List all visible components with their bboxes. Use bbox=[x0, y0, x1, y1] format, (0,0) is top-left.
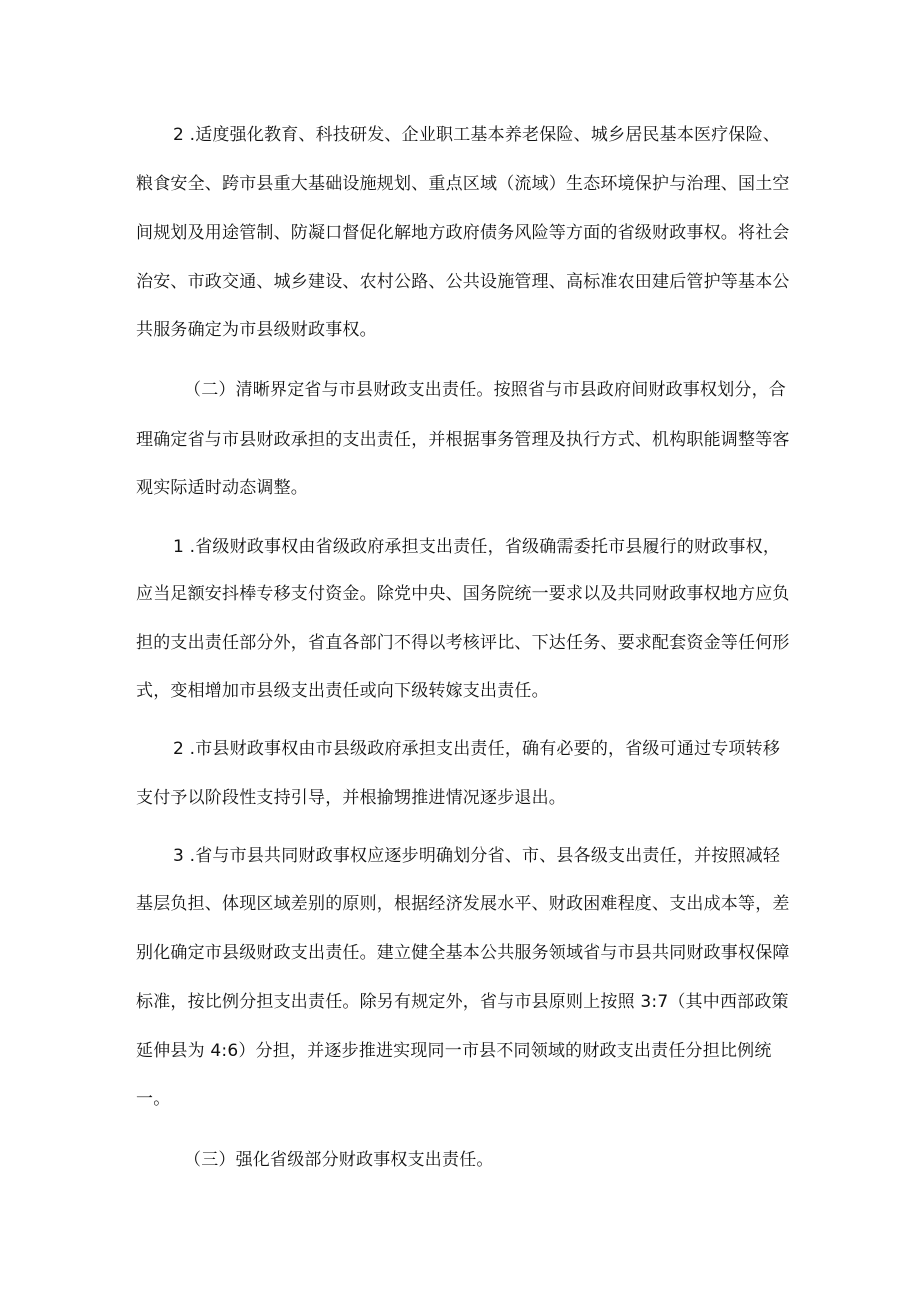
paragraph-5-line-4: 标准，按比例分担支出责任。除另有规定外，省与市县原则上按照 3:7（其中西部政策 bbox=[136, 992, 789, 1012]
paragraph-6-line-1: （三）强化省级部分财政事权支出责任。 bbox=[184, 1150, 494, 1170]
paragraph-5-line-1: 3 .省与市县共同财政事权应逐步明确划分省、市、县各级支出责任，并按照减轻 bbox=[173, 846, 781, 866]
paragraph-4-line-1: 2 .市县财政事权由市县级政府承担支出责任，确有必要的，省级可通过专项转移 bbox=[173, 739, 781, 759]
paragraph-3-line-1: 1 .省级财政事权由省级政府承担支出责任，省级确需委托市县履行的财政事权， bbox=[173, 537, 781, 557]
paragraph-2-line-1: （二）清晰界定省与市县财政支出责任。按照省与市县政府间财政事权划分，合 bbox=[184, 380, 786, 400]
paragraph-3-line-2: 应当足额安抖棒专移支付资金。除党中央、国务院统一要求以及共同财政事权地方应负 bbox=[136, 584, 790, 604]
paragraph-5-line-2: 基层负担、体现区域差别的原则，根据经济发展水平、财政困难程度、支出成本等，差 bbox=[136, 894, 790, 914]
paragraph-3-line-4: 式，变相增加市县级支出责任或向下级转嫁支出责任。 bbox=[136, 681, 549, 701]
paragraph-5-line-5: 延伸县为 4:6）分担，并逐步推进实现同一市县不同领域的财政支出责任分担比例统 bbox=[136, 1041, 772, 1061]
paragraph-4-line-2: 支付予以阶段性支持引导，并根揄甥推进情况逐步退出。 bbox=[136, 788, 566, 808]
paragraph-5-line-6: 一。 bbox=[136, 1089, 171, 1109]
paragraph-3-line-3: 担的支出责任部分外，省直各部门不得以考核评比、下达任务、要求配套资金等任何形 bbox=[136, 633, 790, 653]
paragraph-1-line-2: 粮食安全、跨市县重大基础设施规划、重点区域（流域）生态环境保护与治理、国土空 bbox=[136, 174, 790, 194]
paragraph-1-line-1: 2 .适度强化教育、科技研发、企业职工基本养老保险、城乡居民基本医疗保险、 bbox=[173, 125, 781, 145]
paragraph-5-line-3: 别化确定市县级财政支出责任。建立健全基本公共服务领域省与市县共同财政事权保障 bbox=[136, 943, 790, 963]
paragraph-1-line-3: 间规划及用途管制、防凝口督促化解地方政府债务风险等方面的省级财政事权。将社会 bbox=[136, 223, 790, 243]
paragraph-1-line-4: 治安、市政交通、城乡建设、农村公路、公共设施管理、高标准农田建后管护等基本公 bbox=[136, 272, 790, 292]
paragraph-2-line-3: 观实际适时动态调整。 bbox=[136, 478, 308, 498]
paragraph-2-line-2: 理确定省与市县财政承担的支出责任，并根据事务管理及执行方式、机构职能调整等客 bbox=[136, 430, 790, 450]
paragraph-1-line-5: 共服务确定为市县级财政事权。 bbox=[136, 320, 377, 340]
